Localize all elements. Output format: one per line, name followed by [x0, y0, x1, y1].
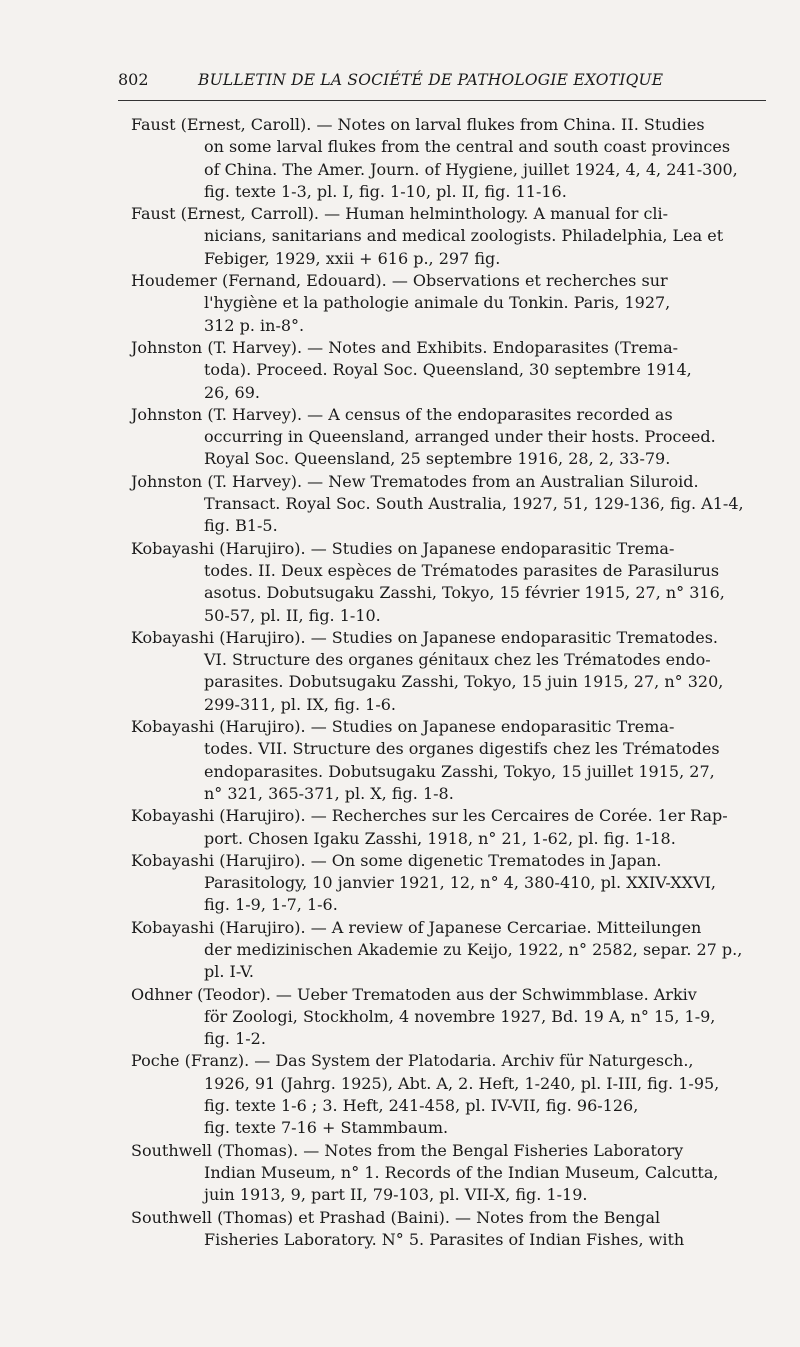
- entry-first-line: Johnston (T. Harvey). — A census of the endoparasites recorded as: [131, 404, 673, 424]
- entry-continuation-line: occurring in Queensland, arranged under their hosts. Proceed.: [204, 427, 716, 447]
- entry-continuation-line: Febiger, 1929, xxii + 616 p., 297 fig.: [204, 248, 501, 268]
- entry-continuation-line: Royal Soc. Queensland, 25 septembre 1916, 28, 2, 33-79.: [204, 449, 671, 469]
- entry-continuation-line: pl. I-V.: [204, 962, 254, 982]
- entry-continuation-line: fig. B1-5.: [204, 516, 278, 536]
- entry-first-line: Poche (Franz). — Das System der Platodaria. Archiv für Naturgesch.,: [131, 1051, 694, 1071]
- entry-continuation-line: toda). Proceed. Royal Soc. Queensland, 30 septembre 1914,: [204, 360, 692, 380]
- running-header: [118, 70, 766, 90]
- entry-first-line: Southwell (Thomas). — Notes from the Bengal Fisheries Laboratory: [131, 1140, 684, 1160]
- entry-continuation-line: för Zoologi, Stockholm, 4 novembre 1927, Bd. 19 A, n° 15, 1-9,: [204, 1006, 716, 1026]
- entry-first-line: Kobayashi (Harujiro). — Studies on Japanese endoparasitic Trema-: [131, 717, 675, 737]
- entry-continuation-line: fig. texte 7-16 + Stammbaum.: [204, 1118, 449, 1138]
- bibliography-entry: [131, 203, 781, 270]
- bibliography-entry: [131, 337, 781, 404]
- entry-continuation-line: 50-57, pl. II, fig. 1-10.: [204, 605, 381, 625]
- bibliography-entry: [131, 917, 781, 984]
- entry-continuation-line: todes. II. Deux espèces de Trématodes parasites de Parasilurus: [204, 560, 720, 580]
- entry-continuation-line: Fisheries Laboratory. N° 5. Parasites of Indian Fishes, with: [204, 1229, 685, 1249]
- bibliography-entry: [131, 1140, 781, 1207]
- bibliography-entry: [131, 538, 781, 627]
- bibliography-entry: [131, 1207, 781, 1252]
- entry-continuation-line: Indian Museum, n° 1. Records of the Indian Museum, Calcutta,: [204, 1162, 719, 1182]
- entry-continuation-line: 1926, 91 (Jahrg. 1925), Abt. A, 2. Heft, 1-240, pl. I-III, fig. 1-95,: [204, 1073, 720, 1093]
- entry-continuation-line: parasites. Dobutsugaku Zasshi, Tokyo, 15 juin 1915, 27, n° 320,: [204, 672, 724, 692]
- entry-first-line: Southwell (Thomas) et Prashad (Baini). — Notes from the Bengal: [131, 1207, 661, 1227]
- bibliography-entry: [131, 850, 781, 917]
- header-rule: [118, 100, 766, 101]
- bibliography-entry: [131, 627, 781, 716]
- entry-continuation-line: endoparasites. Dobutsugaku Zasshi, Tokyo, 15 juillet 1915, 27,: [204, 761, 715, 781]
- entry-first-line: Kobayashi (Harujiro). — Recherches sur les Cercaires de Corée. 1er Rap-: [131, 806, 728, 826]
- entry-continuation-line: n° 321, 365-371, pl. X, fig. 1-8.: [204, 783, 454, 803]
- bibliography-entry: [131, 984, 781, 1051]
- page-number: 802: [118, 70, 149, 89]
- entry-first-line: Johnston (T. Harvey). — New Trematodes from an Australian Siluroid.: [131, 471, 699, 491]
- entry-continuation-line: Transact. Royal Soc. South Australia, 1927, 51, 129-136, fig. A1-4,: [204, 494, 744, 514]
- entry-continuation-line: juin 1913, 9, part II, 79-103, pl. VII-X, fig. 1-19.: [204, 1185, 588, 1205]
- entry-continuation-line: der medizinischen Akademie zu Keijo, 1922, n° 2582, separ. 27 p.,: [204, 939, 743, 959]
- bibliography-entry: [131, 270, 781, 337]
- entry-continuation-line: asotus. Dobutsugaku Zasshi, Tokyo, 15 février 1915, 27, n° 316,: [204, 583, 725, 603]
- bibliography-list: [131, 114, 781, 1251]
- entry-continuation-line: Parasitology, 10 janvier 1921, 12, n° 4, 380-410, pl. XXIV-XXVI,: [204, 873, 716, 893]
- entry-continuation-line: l'hygiène et la pathologie animale du Tonkin. Paris, 1927,: [204, 293, 671, 313]
- entry-first-line: Kobayashi (Harujiro). — On some digenetic Trematodes in Japan.: [131, 850, 662, 870]
- entry-first-line: Faust (Ernest, Caroll). — Notes on larval flukes from China. II. Studies: [131, 115, 705, 134]
- entry-continuation-line: fig. texte 1-6 ; 3. Heft, 241-458, pl. IV-VII, fig. 96-126,: [204, 1096, 639, 1116]
- bibliography-entry: [131, 716, 781, 805]
- bibliography-entry: [131, 1050, 781, 1139]
- bibliography-entry: [131, 114, 781, 203]
- entry-first-line: Kobayashi (Harujiro). — A review of Japanese Cercariae. Mitteilungen: [131, 917, 702, 937]
- entry-continuation-line: 312 p. in-8°.: [204, 315, 305, 335]
- entry-continuation-line: fig. 1-9, 1-7, 1-6.: [204, 895, 338, 915]
- bibliography-entry: [131, 805, 781, 850]
- running-title: BULLETIN DE LA SOCIÉTÉ DE PATHOLOGIE EXOTIQUE: [198, 71, 664, 89]
- entry-continuation-line: VI. Structure des organes génitaux chez les Trématodes endo-: [204, 650, 711, 670]
- entry-first-line: Johnston (T. Harvey). — Notes and Exhibits. Endoparasites (Trema-: [131, 337, 679, 357]
- bibliography-entry: [131, 404, 781, 471]
- bibliography-entry: [131, 471, 781, 538]
- entry-continuation-line: 26, 69.: [204, 382, 260, 402]
- entry-first-line: Houdemer (Fernand, Edouard). — Observations et recherches sur: [131, 271, 668, 291]
- entry-first-line: Kobayashi (Harujiro). — Studies on Japanese endoparasitic Trematodes.: [131, 627, 719, 647]
- entry-continuation-line: 299-311, pl. IX, fig. 1-6.: [204, 694, 397, 714]
- entry-continuation-line: on some larval flukes from the central and south coast provinces: [204, 137, 731, 157]
- entry-continuation-line: nicians, sanitarians and medical zoologists. Philadelphia, Lea et: [204, 226, 724, 246]
- entry-first-line: Kobayashi (Harujiro). — Studies on Japanese endoparasitic Trema-: [131, 538, 675, 558]
- entry-continuation-line: fig. texte 1-3, pl. I, fig. 1-10, pl. II, fig. 11-16.: [204, 181, 567, 201]
- entry-continuation-line: todes. VII. Structure des organes digestifs chez les Trématodes: [204, 739, 720, 759]
- entry-continuation-line: fig. 1-2.: [204, 1029, 266, 1049]
- entry-continuation-line: port. Chosen Igaku Zasshi, 1918, n° 21, 1-62, pl. fig. 1-18.: [204, 828, 676, 848]
- entry-first-line: Odhner (Teodor). — Ueber Trematoden aus der Schwimmblase. Arkiv: [131, 984, 697, 1004]
- entry-first-line: Faust (Ernest, Carroll). — Human helminthology. A manual for cli-: [131, 204, 669, 224]
- entry-continuation-line: of China. The Amer. Journ. of Hygiene, juillet 1924, 4, 4, 241-300,: [204, 159, 738, 179]
